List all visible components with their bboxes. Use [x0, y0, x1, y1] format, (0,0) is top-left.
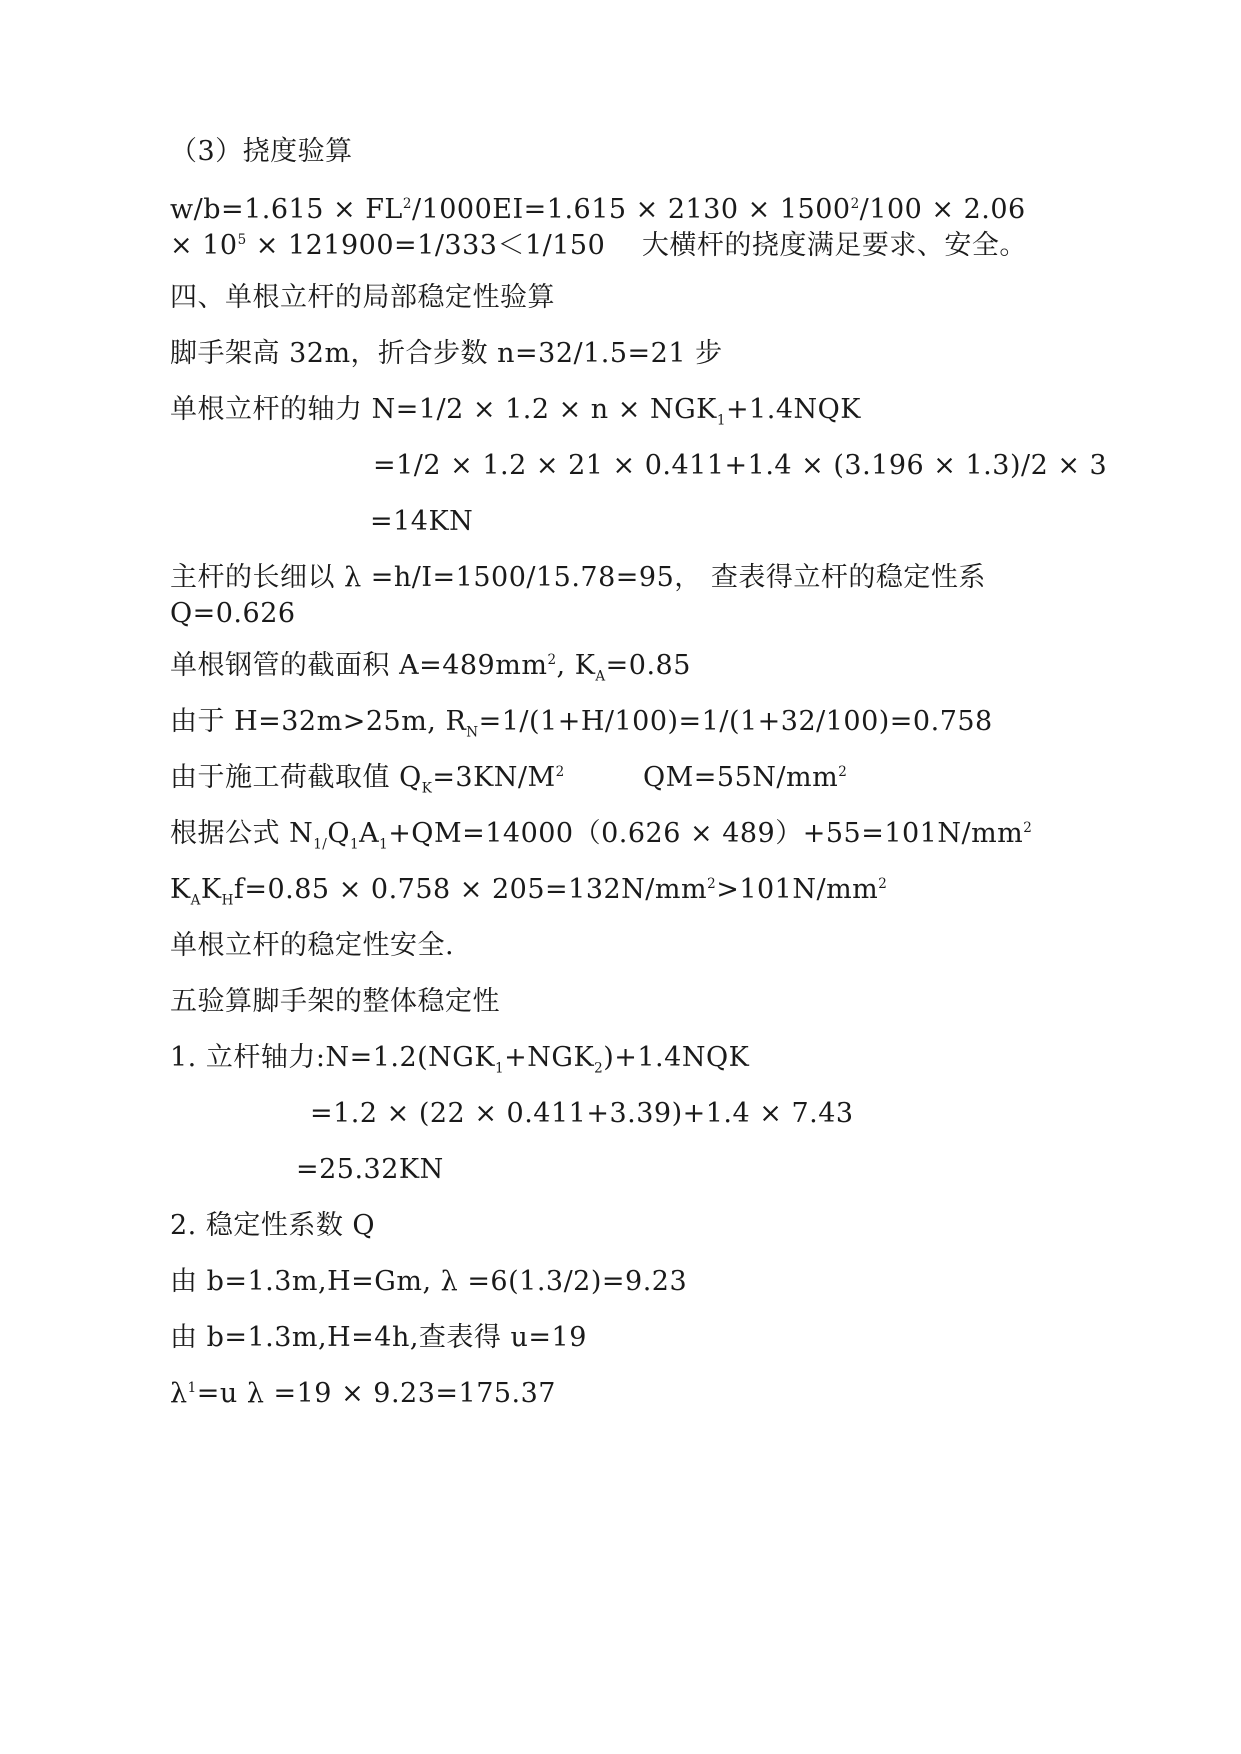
pole-axial-force-line — [170, 1042, 750, 1077]
deflection-sup-1: 2 — [402, 196, 412, 212]
kakh-sup-2: 2 — [878, 876, 888, 892]
construction-load-line — [170, 762, 565, 797]
pole-axial-force-calc: =1.2 × (22 × 0.411+3.39)+1.4 × 7.43 — [310, 1098, 854, 1129]
lambda1-text-2: =u λ =19 × 9.23=175.37 — [196, 1378, 556, 1409]
axial-force-text-1: 1. 立杆轴力:N=1.2(NGK — [170, 1042, 496, 1073]
axial-sub-1: 1 — [716, 412, 726, 429]
kakh-sub-2: H — [221, 892, 234, 909]
deflection-text-4: × 121900=1/333＜1/150 大横杆的挠度满足要求、安全。 — [246, 230, 1027, 261]
formula-text-3: A — [359, 818, 380, 849]
kakh-text-2: K — [200, 874, 222, 905]
load-sup-1: 2 — [555, 764, 565, 780]
kakh-line — [170, 874, 888, 909]
section-3-heading: （3）挠度验算 — [170, 136, 353, 167]
area-sub-1: A — [595, 668, 606, 685]
reduction-factor-line — [170, 706, 993, 741]
axial-force-calc: =1/2 × 1.2 × 21 × 0.411+1.4 × (3.196 × 1.3)/2 × 3 — [373, 450, 1108, 481]
kakh-text-4: >101N/mm — [716, 874, 879, 905]
axial-force-sub-2: 2 — [594, 1060, 604, 1077]
formula-sub-2: 1 — [350, 836, 360, 853]
section-5-heading: 五验算脚手架的整体稳定性 — [170, 986, 500, 1017]
formula-text-2: Q — [327, 818, 350, 849]
axial-text-1: 单根立杆的轴力 N=1/2 × 1.2 × n × NGK — [170, 394, 717, 425]
deflection-text-3: /100 × 2.06 × 10 — [170, 194, 1026, 261]
area-text-3: =0.85 — [605, 650, 691, 681]
formula-line — [170, 818, 1033, 853]
rn-text-1: 由于 H=32m>25m, R — [170, 706, 467, 737]
lambda1-text-1: λ — [170, 1378, 188, 1409]
area-text-1: 单根钢管的截面积 A=489mm — [170, 650, 548, 681]
formula-sub-1: 1/ — [313, 836, 328, 853]
section-4-heading: 四、单根立杆的局部稳定性验算 — [170, 282, 555, 313]
deflection-sup-3: 5 — [237, 232, 247, 248]
lambda1-sup-1: 1 — [187, 1380, 197, 1396]
lambda-line: 由 b=1.3m,H=Gm, λ =6(1.3/2)=9.23 — [170, 1266, 688, 1297]
load-text-3: QM=55N/mm — [643, 762, 839, 793]
deflection-sup-2: 2 — [850, 196, 860, 212]
axial-force-line — [170, 394, 861, 429]
rn-sub-1: N — [466, 724, 479, 741]
axial-force-result: =14KN — [370, 506, 474, 537]
load-text-2: =3KN/M — [432, 762, 556, 793]
pole-axial-force-result: =25.32KN — [296, 1154, 444, 1185]
u-coefficient-line: 由 b=1.3m,H=4h,查表得 u=19 — [170, 1322, 587, 1353]
qm-value — [643, 762, 847, 794]
rn-text-2: =1/(1+H/100)=1/(1+32/100)=0.758 — [478, 706, 993, 737]
stability-coefficient-line: 2. 稳定性系数 Q — [170, 1210, 376, 1241]
formula-sup-1: 2 — [1023, 820, 1033, 836]
kakh-sup-1: 2 — [707, 876, 717, 892]
stability-safe-line: 单根立杆的稳定性安全. — [170, 930, 455, 961]
lambda1-line — [170, 1378, 556, 1410]
cross-section-area-line — [170, 650, 691, 685]
load-text-1: 由于施工荷截取值 Q — [170, 762, 422, 793]
slenderness-line: 主杆的长细以 λ =h/I=1500/15.78=95， 查表得立杆的稳定性系 Q=0.626 — [170, 562, 986, 629]
area-text-2: , K — [556, 650, 596, 681]
load-sub-1: K — [421, 780, 433, 797]
formula-text-4: +QM=14000（0.626 × 489）+55=101N/mm — [388, 818, 1024, 849]
axial-force-text-3: )+1.4NQK — [603, 1042, 750, 1073]
kakh-text-1: K — [170, 874, 191, 905]
deflection-text-2: /1000EI=1.615 × 2130 × 1500 — [411, 194, 851, 225]
deflection-formula — [170, 192, 1040, 264]
formula-text-1: 根据公式 N — [170, 818, 314, 849]
scaffold-height-line: 脚手架高 32m，折合步数 n=32/1.5=21 步 — [170, 338, 723, 369]
kakh-sub-1: A — [190, 892, 201, 909]
axial-force-text-2: +NGK — [504, 1042, 595, 1073]
kakh-text-3: f=0.85 × 0.758 × 205=132N/mm — [233, 874, 708, 905]
area-sup-1: 2 — [547, 652, 557, 668]
axial-text-2: +1.4NQK — [725, 394, 861, 425]
formula-sub-3: 1 — [379, 836, 389, 853]
load-sup-2: 2 — [838, 764, 848, 780]
deflection-text-1: w/b=1.615 × FL — [170, 194, 403, 225]
axial-force-sub-1: 1 — [495, 1060, 505, 1077]
